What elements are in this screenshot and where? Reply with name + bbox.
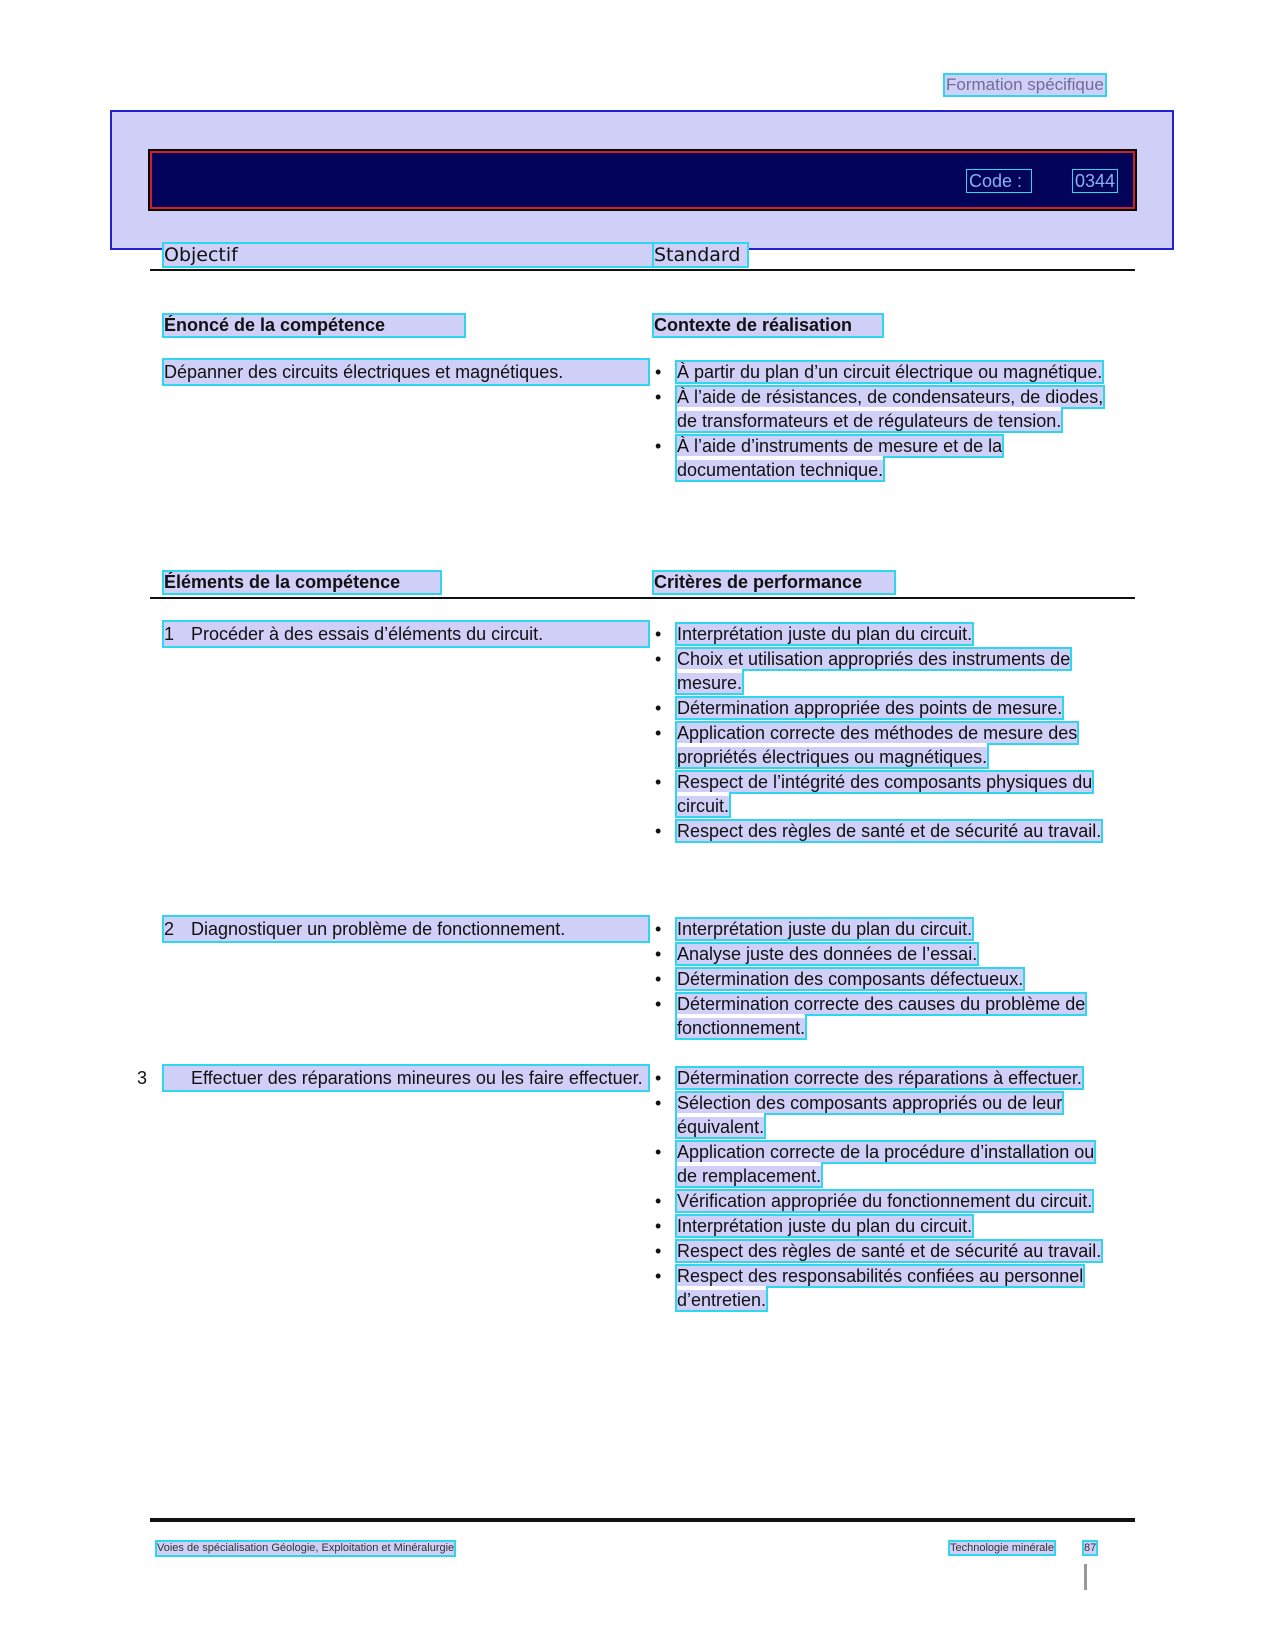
criterion-text: Interprétation juste du plan du circuit. — [677, 624, 973, 644]
criterion-text: Analyse juste des données de l’essai. — [677, 944, 978, 964]
footer-left-text: Voies de spécialisation Géologie, Exploitation et Minéralurgie — [157, 1542, 455, 1554]
criterion-text: Vérification appropriée du fonctionnement du circuit. — [677, 1191, 1093, 1211]
context-list — [655, 360, 1115, 483]
context-heading: Contexte de réalisation — [654, 315, 882, 336]
context-bullet-text: À l’aide de résistances, de condensateurs, de diodes, de transformateurs et de régulateurs de tension. — [677, 387, 1104, 431]
criterion-item — [655, 1189, 1115, 1213]
code-label: Code : — [967, 170, 1031, 192]
criterion-text: Sélection des composants appropriés ou de leur équivalent. — [677, 1093, 1063, 1137]
code-block — [967, 170, 1117, 192]
statement-heading: Énoncé de la compétence — [164, 315, 464, 336]
criterion-item — [655, 1140, 1115, 1188]
criterion-item — [655, 1066, 1115, 1090]
criterion-item — [655, 1239, 1115, 1263]
criterion-text: Application correcte de la procédure d’installation ou de remplacement. — [677, 1142, 1095, 1186]
criterion-text: Interprétation juste du plan du circuit. — [677, 1216, 973, 1236]
criterion-item — [655, 622, 1115, 646]
criteria-list-1 — [655, 622, 1115, 844]
criterion-item — [655, 967, 1115, 991]
criterion-item — [655, 721, 1115, 769]
element-3 — [137, 1066, 648, 1090]
criteria-list-3 — [655, 1066, 1115, 1313]
criterion-text: Respect des règles de santé et de sécurité au travail. — [677, 1241, 1102, 1261]
criterion-text: Respect de l’intégrité des composants physiques du circuit. — [677, 772, 1093, 816]
footer-divider — [150, 1518, 1135, 1522]
context-bullet-text: À partir du plan d’un circuit électrique ou magnétique. — [677, 362, 1103, 382]
context-bullet-item — [655, 360, 1115, 384]
context-bullet-text: À l’aide d’instruments de mesure et de la documentation technique. — [677, 436, 1003, 480]
element-2 — [164, 917, 648, 941]
context-bullet-item — [655, 434, 1115, 482]
criterion-text: Détermination appropriée des points de mesure. — [677, 698, 1063, 718]
criterion-text: Application correcte des méthodes de mesure des propriétés électriques ou magnétiques. — [677, 723, 1078, 767]
page-number: 87 — [1083, 1542, 1097, 1554]
code-value: 0344 — [1075, 171, 1116, 191]
criterion-text: Respect des règles de santé et de sécurité au travail. — [677, 821, 1102, 841]
criterion-item — [655, 696, 1115, 720]
element-2-text: Diagnostiquer un problème de fonctionnement. — [191, 919, 566, 939]
criterion-item — [655, 770, 1115, 818]
element-2-number: 2 — [164, 919, 175, 939]
criterion-text: Interprétation juste du plan du circuit. — [677, 919, 973, 939]
text-cursor — [1084, 1564, 1087, 1590]
criterion-item — [655, 917, 1115, 941]
elements-heading: Éléments de la compétence — [164, 572, 440, 593]
formation-header: Formation spécifique — [946, 75, 1104, 94]
element-3-text: Effectuer des réparations mineures ou les faire effectuer. — [191, 1068, 643, 1088]
element-1-text: Procéder à des essais d’éléments du circuit. — [191, 624, 544, 644]
criterion-item — [655, 1214, 1115, 1238]
criterion-item — [655, 819, 1115, 843]
criterion-item — [655, 1091, 1115, 1139]
criteria-heading: Critères de performance — [654, 572, 894, 593]
criteria-list-2 — [655, 917, 1115, 1041]
element-3-number: 3 — [137, 1068, 148, 1088]
objective-heading: Objectif — [164, 244, 654, 266]
objective-divider — [150, 269, 1135, 271]
criterion-text: Détermination des composants défectueux. — [677, 969, 1024, 989]
footer-right — [950, 1542, 1096, 1555]
elements-divider — [150, 597, 1135, 599]
criterion-item — [655, 1264, 1115, 1312]
criterion-item — [655, 992, 1115, 1040]
footer-program: Technologie minérale — [950, 1542, 1054, 1554]
competence-statement: Dépanner des circuits électriques et magnétiques. — [164, 360, 648, 384]
element-1 — [164, 622, 648, 646]
criterion-text: Respect des responsabilités confiées au personnel d’entretien. — [677, 1266, 1084, 1310]
criterion-text: Détermination correcte des réparations à effectuer. — [677, 1068, 1082, 1088]
criterion-text: Choix et utilisation appropriés des instruments de mesure. — [677, 649, 1071, 693]
criterion-item — [655, 942, 1115, 966]
criterion-text: Détermination correcte des causes du problème de fonctionnement. — [677, 994, 1086, 1038]
context-bullet-item — [655, 385, 1115, 433]
element-1-number: 1 — [164, 624, 175, 644]
criterion-item — [655, 647, 1115, 695]
standard-heading: Standard — [654, 244, 747, 266]
